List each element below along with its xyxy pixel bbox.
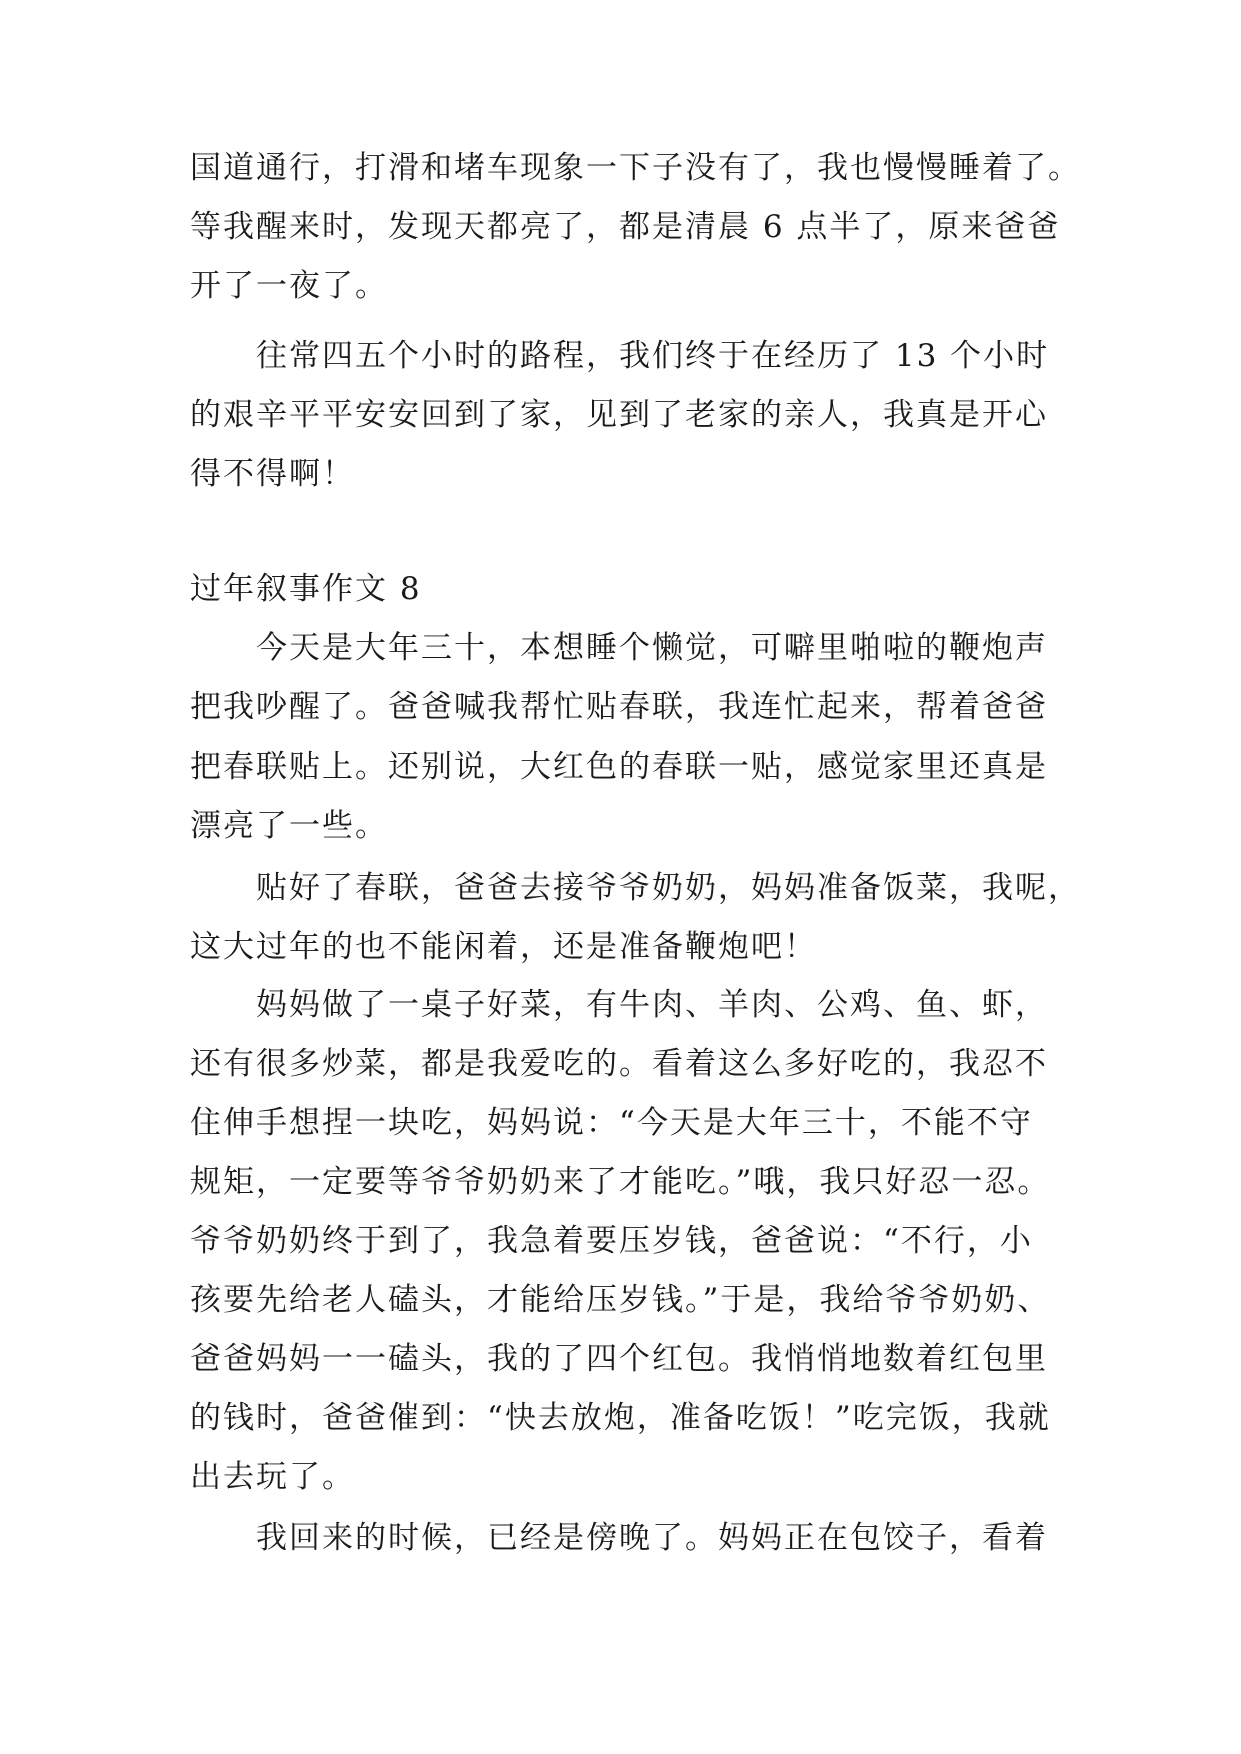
text-line: 开了一夜了。: [190, 268, 388, 304]
text-line: 我回来的时候，已经是傍晚了。妈妈正在包饺子，看着: [256, 1520, 1048, 1556]
text-line: 住伸手想捏一块吃，妈妈说：“今天是大年三十，不能不守: [190, 1105, 1033, 1141]
text-line: 出去玩了。: [190, 1459, 355, 1495]
text-line: 等我醒来时，发现天都亮了，都是清晨 6 点半了，原来爸爸: [190, 209, 1061, 245]
text-line: 爸爸妈妈一一磕头，我的了四个红包。我悄悄地数着红包里: [190, 1341, 1048, 1377]
text-line: 今天是大年三十，本想睡个懒觉，可噼里啪啦的鞭炮声: [256, 630, 1048, 666]
text-line: 这大过年的也不能闲着，还是准备鞭炮吧！: [190, 929, 817, 965]
text-line: 规矩，一定要等爷爷奶奶来了才能吃。”哦，我只好忍一忍。: [190, 1164, 1051, 1200]
text-line: 贴好了春联，爸爸去接爷爷奶奶，妈妈准备饭菜，我呢，: [256, 870, 1081, 906]
text-line: 的钱时，爸爸催到：“快去放炮，准备吃饭！”吃完饭，我就: [190, 1400, 1051, 1436]
section-heading: 过年叙事作文 8: [190, 571, 422, 607]
text-line: 得不得啊！: [190, 456, 355, 492]
text-line: 还有很多炒菜，都是我爱吃的。看着这么多好吃的，我忍不: [190, 1046, 1048, 1082]
text-line: 国道通行，打滑和堵车现象一下子没有了，我也慢慢睡着了。: [190, 150, 1081, 186]
text-line: 妈妈做了一桌子好菜，有牛肉、羊肉、公鸡、鱼、虾，: [256, 987, 1048, 1023]
text-line: 把我吵醒了。爸爸喊我帮忙贴春联，我连忙起来，帮着爸爸: [190, 689, 1048, 725]
text-line: 孩要先给老人磕头，才能给压岁钱。”于是，我给爷爷奶奶、: [190, 1282, 1051, 1318]
text-line: 爷爷奶奶终于到了，我急着要压岁钱，爸爸说：“不行，小: [190, 1223, 1033, 1259]
text-line: 的艰辛平平安安回到了家，见到了老家的亲人，我真是开心: [190, 397, 1048, 433]
text-line: 把春联贴上。还别说，大红色的春联一贴，感觉家里还真是: [190, 749, 1048, 785]
text-line: 往常四五个小时的路程，我们终于在经历了 13 个小时: [256, 338, 1050, 374]
text-line: 漂亮了一些。: [190, 808, 388, 844]
